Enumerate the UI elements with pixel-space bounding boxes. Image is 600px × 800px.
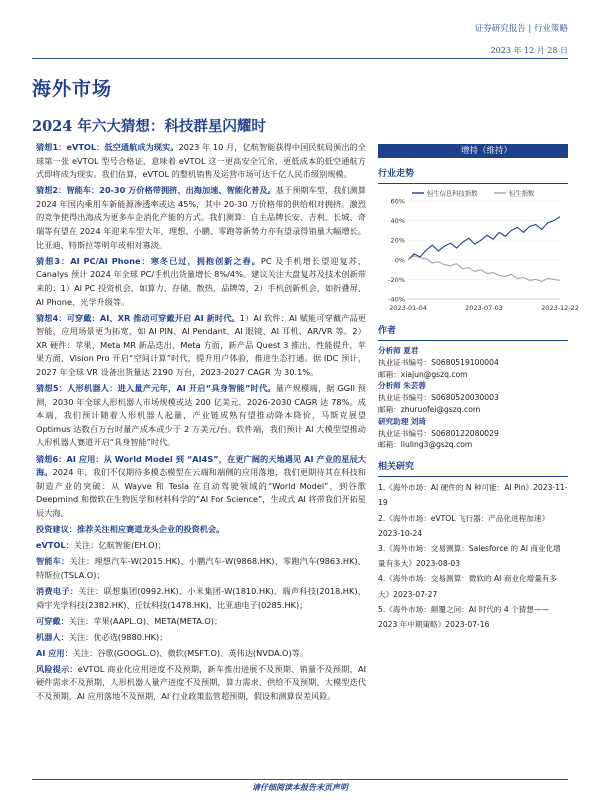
author-2: 分析师 朱芸蓉 xyxy=(378,381,426,391)
legend-label: 恒生指数 xyxy=(509,190,535,198)
paragraph-5: 猜想5：人形机器人：进入量产元年，AI 开启“具身智能”时代。量产规模端，据 GGII 预测，2030 年全球人形机器人市场规模或达 200 亿美元，2026-2030 CAGR 达 78%。成本端，我们预计随着人形机器人起量，产业链成熟有望推动降本降价，马斯克展望 Optimus 达数百万台时量产成本或少于 2 万美元/台。软件端，我们预计 AI 大模型望推动人形机器人赛道开启“具身智能”时代。 xyxy=(36,383,366,448)
author-1: 分析师 夏君 xyxy=(378,346,419,355)
paragraph-1: 猜想1：eVTOL：低空通航成为现实。2023 年 10 月，亿航智能获得中国民航局颁出的全球第一张 eVTOL 型号合格证，意味着 eVTOL 这一更高安全冗余、更低成本的低空通航方式即将成为现实。我们估算，eVTOL 的整机销售及运营市场可达千亿人民币级别规模。 xyxy=(36,142,366,180)
related-item[interactable]: 5.《海外市场：颠覆之问：AI 时代的 4 个猜想——2023 年中期策略》2023-07-16 xyxy=(378,604,550,629)
related-item[interactable]: 1.《海外市场：AI 硬件的 N 种可能：AI Pin》2023-11-19 xyxy=(378,483,568,508)
header-divider xyxy=(32,58,568,59)
author-2-cert: 执业证书编号：S0680520030003 xyxy=(378,393,499,403)
author-list xyxy=(378,345,568,451)
footer-disclaimer: 请仔细阅读本报告末页声明 xyxy=(252,782,348,792)
x-tick-label: 2023-07-03 xyxy=(465,304,503,312)
footer-divider xyxy=(32,779,568,780)
sidebar xyxy=(378,144,579,632)
y-tick-label: 40% xyxy=(390,217,405,226)
author-3-cert: 执业证书编号：S0680122080029 xyxy=(378,428,499,438)
report-type: 海外市场 xyxy=(32,78,113,100)
paragraph-2: 猜想2：智能车：20-30 万价格带拥挤、出海加速、智能化普及。基于预期车型，我们测算 2024 年国内乘用车新能源渗透率或达 45%，其中 20-30 万价格带的供给相对拥挤。激烈的竞争使得出海成为更多车企消化产能的方式。我们测算：自主品牌长安、吉利、长城、奇瑞等有望在 2024 年迎来车型大年，理想、小鹏、零跑等新势力亦有望录得销量大幅增长。比亚迪、特斯拉等明年或相对寡淡。 xyxy=(36,185,366,250)
x-tick-label: 2023-12-22 xyxy=(541,304,579,312)
y-tick-label: -20% xyxy=(388,275,405,284)
related-item[interactable]: 4.《海外市场：交易测算：微软的 AI 商业化增量有多大》2023-07-27 xyxy=(378,574,557,599)
rec-ai: AI 应用：关注：谷歌(GOOGL.O)、微软(MSFT.O)、英伟达(NVDA.O)等。 xyxy=(36,647,309,658)
paragraph-4: 猜想4：可穿戴：AI、XR 推动可穿戴开启 AI 新时代。1）AI 软件：AI 赋能可穿戴产品更智能，应用场景更为拓宽，如 AI PIN、AI Pendant、AI 眼镜、AI 耳机、AR/VR 等。2）XR 硬件：苹果、Meta MR 新品迭出，Meta 方面，新产品 Quest 3 推出，性能提升，苹果方面，Vision Pro 开启“空间计算”时代，提升用户体验，推进生态打通。据 IDC 预计，2027 年全球 VR 设备出货量达 2190 万台，2023-2027 CAGR 为 30.1%。 xyxy=(36,312,366,377)
related-item[interactable]: 2.《海外市场：eVTOL 飞行器：产品化进程加速》2023-10-24 xyxy=(378,513,550,538)
x-tick-label: 2023-01-04 xyxy=(389,304,427,312)
y-tick-label: -40% xyxy=(388,295,405,304)
rec-electronics: 消费电子：关注：联想集团(0992.HK)、小米集团-W(1810.HK)、瑞声科技(2018.HK)、舜宇光学科技(2382.HK)、丘钛科技(1478.HK)、比亚迪电子(0285.HK)； xyxy=(36,585,366,610)
related-list xyxy=(378,480,568,632)
author-1-cert: 执业证书编号：S0680519100004 xyxy=(378,357,499,367)
legend-label: 恒生信息科技指数 xyxy=(427,190,478,198)
author-3: 研究助理 刘琦 xyxy=(378,416,426,426)
paragraph-3: 猜想3：AI PC/AI Phone：寒冬已过，拥抱创新之春。PC 及手机增长望迎复苏，Canalys 预计 2024 年全球 PC/手机出货量增长 8%/4%。建议关注大盘复苏及技术创新带来的：1）AI PC 投资机会，如算力、存储、散热、品牌等，2）手机创新机会，如折叠屏、AI Phone、光学升级等。 xyxy=(36,255,366,307)
y-tick-label: 60% xyxy=(390,197,405,206)
author-heading: 作者 xyxy=(378,323,568,341)
author-2-email: 邮箱：zhuruofei@gszq.com xyxy=(378,404,481,414)
rating-badge: 增持（维持） xyxy=(378,144,568,158)
y-tick-label: 20% xyxy=(390,236,405,245)
related-heading: 相关研究 xyxy=(378,459,568,477)
trend-heading: 行业走势 xyxy=(378,166,568,184)
header-date: 2023 年 12 月 28 日 xyxy=(490,46,568,55)
related-item[interactable]: 3.《海外市场：交易测算：Salesforce 的 AI 商业化增量有多大》2023-08-03 xyxy=(378,543,561,569)
trend-chart xyxy=(378,187,579,315)
paragraph-6: 猜想6：AI 应用：从 World Model 到 “AI4S”，在更广阔的天地遇见 AI 产业的星辰大海。2024 年，我们不仅期待多模态模型在云端和端侧的应用落地，我们更期待其在科技和制造产业的突破：从 Wayve 和 Tesla 在自动驾驶领域的“World Model”，到谷歌 Deepmind 和微软在生物医学和材料科学的“AI For Science”，生成式 AI 将带我们开拓星辰大海。 xyxy=(36,453,366,518)
trend-chart-svg xyxy=(378,187,579,315)
author-1-email: 邮箱：xiajun@gszq.com xyxy=(378,369,468,379)
recommendation-heading: 投资建议：推荐关注相应赛道龙头企业的投资机会。 xyxy=(36,524,225,535)
report-body xyxy=(36,141,366,706)
page-title: 2024 年六大猜想：科技群星闪耀时 xyxy=(32,118,266,135)
author-3-email: 邮箱：liuling3@gszq.com xyxy=(378,440,473,450)
rec-wearable: 可穿戴：关注：苹果(AAPL.O)、META(META.O)； xyxy=(36,615,223,626)
series-line xyxy=(408,217,560,260)
rec-car: 智能车：关注：理想汽车-W(2015.HK)、小鹏汽车-W(9868.HK)、零跑汽车(9863.HK)、特斯拉(TSLA.O)； xyxy=(36,556,366,580)
header-brand: 证券研究报告 | 行业策略 xyxy=(474,24,568,34)
y-tick-label: 0% xyxy=(394,256,405,265)
risk-note: 风险提示：eVTOL 商业化应用进度不及预期，新车推出进展不及预期、销量不及预期，AI 硬件需求不及预期，人形机器人量产进度不及预期，算力需求、供给不及预期，大模型迭代不及预期，AI 应用落地不及预期，AI 行业政策监管超预期，假设和测算误差风险。 xyxy=(36,663,366,702)
rec-robot: 机器人：关注：优必选(9880.HK)； xyxy=(36,631,168,642)
rec-evtol: eVTOL：关注：亿航智能(EH.O)； xyxy=(36,540,166,551)
